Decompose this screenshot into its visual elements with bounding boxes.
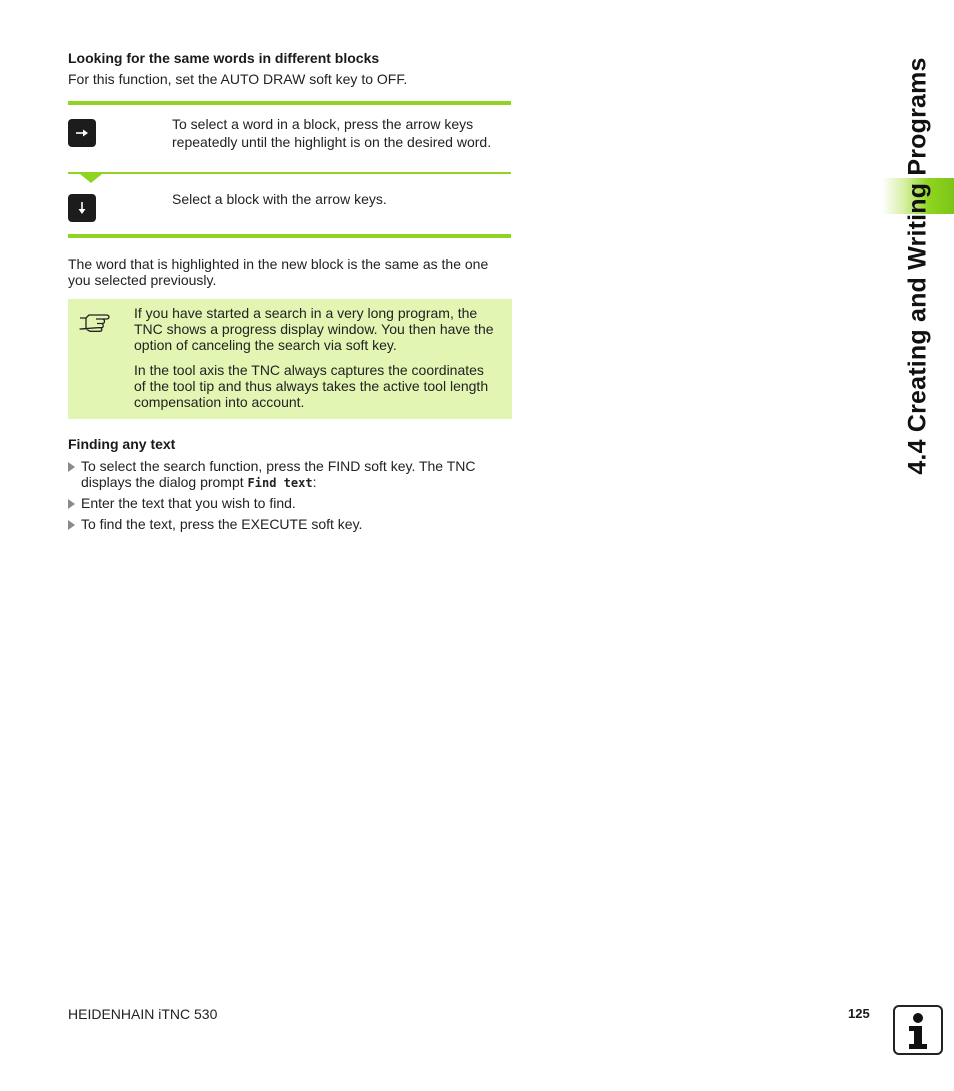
dialog-prompt-code: Find text: [247, 476, 313, 490]
note-paragraph-2: In the tool axis the TNC always captures the coordinates of the tool tip and thus always takes the active tool length compensation into account.: [134, 362, 489, 410]
table-bottom-rule: [68, 234, 511, 238]
list-item: To find the text, press the EXECUTE soft key.: [68, 516, 518, 532]
bullet-triangle-icon: [68, 520, 75, 530]
arrow-down-key-icon: [68, 194, 96, 222]
bullet-triangle-icon: [68, 462, 75, 472]
note-paragraph-1: If you have started a search in a very long program, the TNC shows a progress display window. You then have the option of canceling the search via soft key.: [134, 305, 494, 353]
section-heading-finding-text: Finding any text: [68, 436, 176, 452]
info-icon: [893, 1005, 943, 1055]
note-box: [68, 299, 512, 419]
pointing-hand-icon: [78, 309, 112, 338]
result-paragraph: The word that is highlighted in the new block is the same as the one you selected previously.: [68, 256, 489, 288]
list-item: To select the search function, press the FIND soft key. The TNC displays the dialog prompt Find text:: [68, 458, 518, 491]
page-number: 125: [848, 1006, 870, 1021]
list-item: Enter the text that you wish to find.: [68, 495, 518, 511]
section-intro: For this function, set the AUTO DRAW soft key to OFF.: [68, 71, 408, 87]
step-divider: [68, 172, 511, 174]
step-divider-notch: [80, 174, 102, 183]
footer-product: HEIDENHAIN iTNC 530: [68, 1006, 218, 1022]
bullet-triangle-icon: [68, 499, 75, 509]
step-2-text: Select a block with the arrow keys.: [172, 191, 387, 207]
section-heading-same-words: Looking for the same words in different blocks: [68, 50, 380, 66]
table-top-rule: [68, 101, 511, 105]
arrow-right-key-icon: [68, 119, 96, 147]
step-1-text: To select a word in a block, press the arrow keys repeatedly until the highlight is on the desired word.: [172, 116, 492, 150]
